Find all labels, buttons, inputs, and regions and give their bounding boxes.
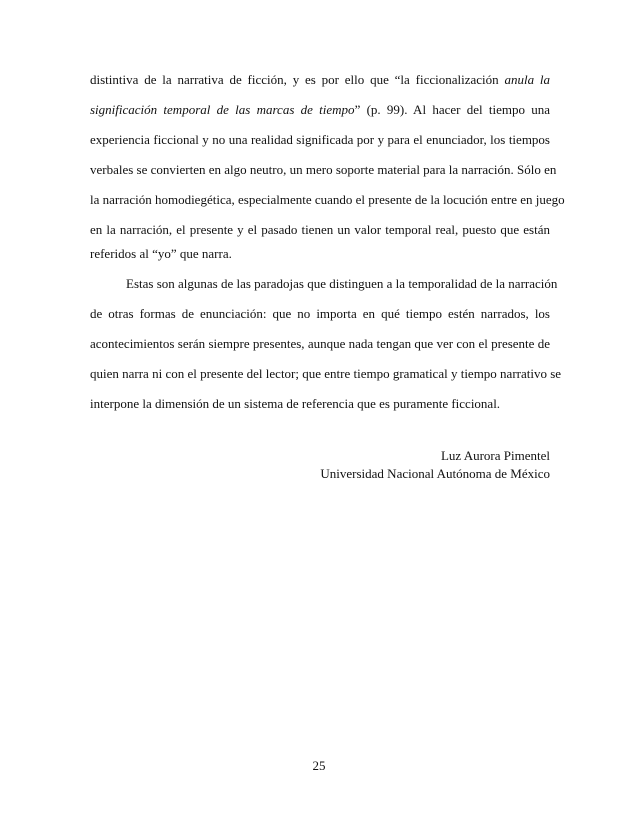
paragraph-line: experiencia ficcional y no una realidad significada por y para el enunciador, los tiempos [90,132,550,147]
paragraph-line [90,72,550,88]
paragraph-line: acontecimientos serán siempre presentes, aunque nada tengan que ver con el presente de [90,336,550,351]
line-text: distintiva de la narrativa de ficción, y es por ello que “la ficcionalización [90,72,505,87]
page-number: 25 [312,758,326,773]
paragraph-line: interpone la dimensión de un sistema de referencia que es puramente ficcional. [90,396,501,411]
signature-institution: Universidad Nacional Autónoma de México [320,466,550,481]
paragraph-line: la narración homodiegética, especialmente cuando el presente de la locución entre en juego [90,192,565,207]
line-text: ” (p. 99). Al hacer del tiempo una [354,102,550,117]
signature-author: Luz Aurora Pimentel [440,448,550,463]
paragraph-line: en la narración, el presente y el pasado tienen un valor temporal real, puesto que están [90,222,550,237]
paragraph-line: verbales se convierten en algo neutro, un mero soporte material para la narración. Sólo en [90,162,557,177]
paragraph-line: referidos al “yo” que narra. [90,246,232,261]
paragraph-line: quien narra ni con el presente del lector; que entre tiempo gramatical y tiempo narrativo se [90,366,562,381]
paragraph-line: de otras formas de enunciación: que no importa en qué tiempo estén narrados, los [90,306,550,321]
paragraph-line [90,102,550,118]
line-italic-text: significación temporal de las marcas de tiempo [90,102,355,117]
line-italic-text: anula la [504,72,550,87]
paragraph-line: Estas son algunas de las paradojas que distinguen a la temporalidad de la narración [126,276,558,291]
